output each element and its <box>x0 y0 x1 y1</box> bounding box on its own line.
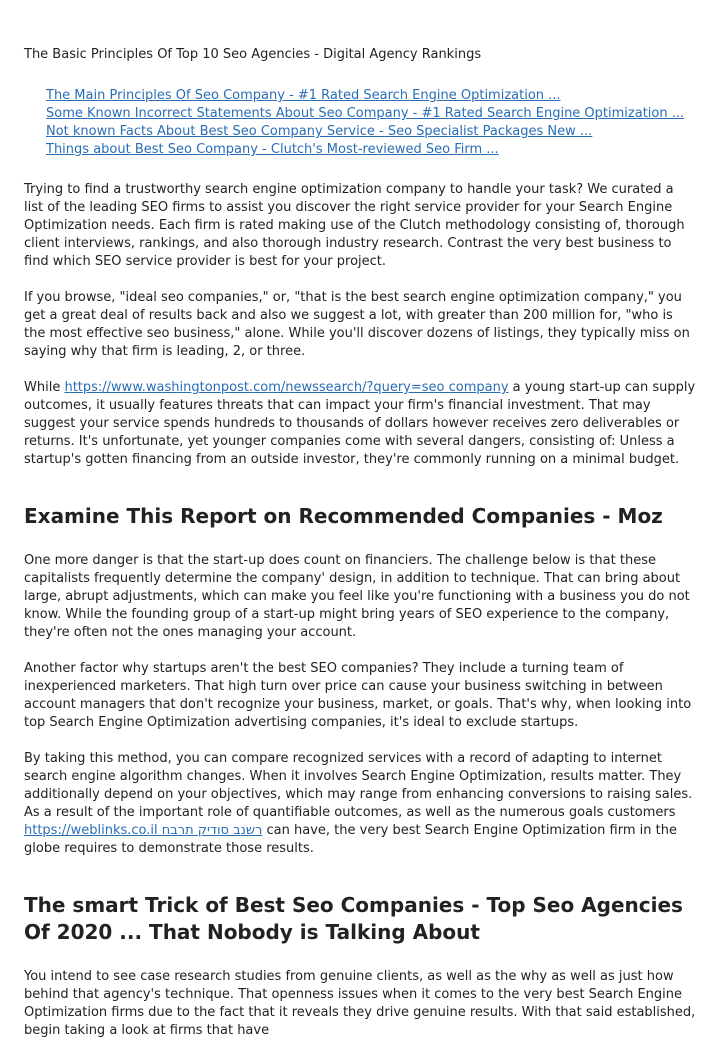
section1-paragraph-2: Another factor why startups aren't the best SEO companies? They include a turning team of inexperienced marketers. That high turn over price can cause your business switching in between account managers that don't recognize your business, market, or goals. That's why, when looking into top Search Engine Optimization advertising companies, it's ideal to exclude startups. <box>24 661 692 730</box>
toc-link-1[interactable]: The Main Principles Of Seo Company - #1 Rated Search Engine Optimization ... <box>46 88 561 103</box>
paragraph-text: By taking this method, you can compare recognized services with a record of adapting to internet search engine algorithm changes. When it involves Search Engine Optimization, results matter. They additionally depend on your objectives, which may range from enhancing conversions to raising sales. As a result of the important role of quantifiable outcomes, as well as the numerous goals customers <box>24 751 693 820</box>
toc-link-4[interactable]: Things about Best Seo Company - Clutch's Most-reviewed Seo Firm ... <box>46 142 499 157</box>
table-of-contents <box>46 87 696 159</box>
intro-paragraph-3 <box>24 379 696 469</box>
section1-paragraph-1: One more danger is that the start-up does count on financiers. The challenge below is that these capitalists frequently determine the company' design, in addition to technique. That can bring about large, abrupt adjustments, which can make you feel like you're functioning with a business you do not know. While the founding group of a start-up might bring years of SEO experience to the company, they're often not the ones managing your account. <box>24 553 690 640</box>
intro-paragraph-1: Trying to find a trustworthy search engine optimization company to handle your task? We curated a list of the leading SEO firms to assist you discover the right service provider for your Search Engine Optimization needs. Each firm is rated making use of the Clutch methodology consisting of, thorough client interviews, rankings, and also thorough industry research. Contrast the very best business to find which SEO service provider is best for your project. <box>24 182 685 269</box>
washingtonpost-link[interactable]: https://www.washingtonpost.com/newssearch/?query=seo company <box>64 380 509 395</box>
toc-item <box>46 87 696 105</box>
section-heading-1: Examine This Report on Recommended Companies - Moz <box>24 504 663 528</box>
section2-paragraph-1: You intend to see case research studies from genuine clients, as well as the why as well as just how behind that agency's technique. That openness issues when it comes to the very best Search Engine Optimization firms due to the fact that it reveals they drive genuine results. With that said established, begin taking a look at firms that have <box>24 969 696 1038</box>
document-title: The Basic Principles Of Top 10 Seo Agencies - Digital Agency Rankings <box>24 47 482 62</box>
toc-link-3[interactable]: Not known Facts About Best Seo Company Service - Seo Specialist Packages New ... <box>46 124 593 139</box>
toc-link-2[interactable]: Some Known Incorrect Statements About Seo Company - #1 Rated Search Engine Optimization ... <box>46 106 685 121</box>
toc-item <box>46 123 696 141</box>
intro-paragraph-2: If you browse, "ideal seo companies," or, "that is the best search engine optimization company," you get a great deal of results back and also we suggest a lot, with greater than 200 million for, "who is the most effective seo business," alone. While you'll discover dozens of listings, they typically miss on saying why that firm is leading, 2, or three. <box>24 290 690 359</box>
toc-item <box>46 105 696 123</box>
section-heading-2: The smart Trick of Best Seo Companies - Top Seo Agencies Of 2020 ... That Nobody is Talking About <box>24 893 683 944</box>
section1-paragraph-3 <box>24 750 696 858</box>
paragraph-text: can have, the very best Search Engine Optimization firm in the globe requires to demonstrate those results. <box>24 823 677 856</box>
paragraph-text: While <box>24 380 65 395</box>
toc-item <box>46 141 696 159</box>
weblinks-link[interactable]: https://weblinks.co.il רשנב סודיק תרבח <box>24 823 263 838</box>
paragraph-text: a young start-up can supply outcomes, it usually features threats that can impact your firm's financial investment. That may suggest your service spends hundreds to thousands of dollars however receives zero deliverables or returns. It's unfortunate, yet younger companies come with several dangers, consisting of: Unless a startup's gotten financing from an outside investor, they're commonly running on a minimal budget. <box>24 380 696 467</box>
